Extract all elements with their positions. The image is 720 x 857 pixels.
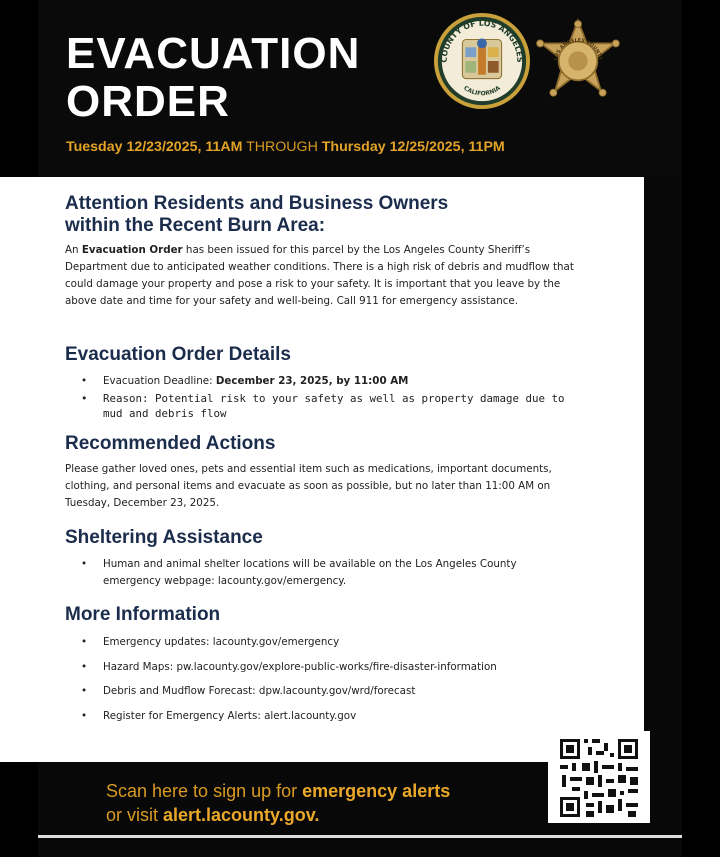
footer-line-2: or visit (106, 805, 164, 825)
list-item (65, 683, 575, 700)
badge-text: LOS ANGELES COUNTY (553, 38, 603, 61)
start-date: Tuesday 12/23/2025, 11AM (66, 139, 243, 155)
emergency-updates-link: Emergency updates: lacounty.gov/emergency (103, 636, 340, 648)
forecast-link: Debris and Mudflow Forecast: dpw.lacounty.gov/wrd/forecast (103, 685, 416, 697)
sheriff-badge-icon (534, 14, 622, 108)
attention-prefix: An (65, 244, 82, 256)
county-seal-icon (433, 12, 531, 110)
sheltering-heading: Sheltering Assistance (65, 527, 263, 548)
footer-text (106, 779, 450, 827)
title-line-1: EVACUATION (66, 29, 361, 78)
deadline-value: December 23, 2025, by 11:00 AM (215, 375, 409, 387)
qr-code-icon (548, 731, 650, 823)
bullet: • (81, 636, 88, 648)
recommended-text: Please gather loved ones, pets and essential item such as medications, important documents, clothing, and personal items and evacuate as soon as possible, but no later than 11:00 AM on Tuesday, December 23, 2025. (65, 463, 552, 509)
bullet: • (81, 685, 88, 697)
recommended-heading: Recommended Actions (65, 433, 276, 454)
list-item (65, 373, 575, 390)
list-item (65, 659, 575, 676)
attention-heading-line-1: Attention Residents and Business Owners (65, 193, 449, 214)
more-info-list (65, 634, 575, 725)
bullet: • (81, 392, 88, 405)
details-section (65, 344, 575, 421)
attention-paragraph (65, 242, 575, 310)
alerts-link: Register for Emergency Alerts: alert.lacounty.gov (103, 709, 357, 722)
order-date-range (66, 139, 505, 155)
footer-divider (38, 835, 682, 838)
details-list (65, 373, 575, 390)
footer-link: alert.lacounty.gov. (163, 805, 320, 825)
details-reason-list (65, 391, 575, 421)
title-line-2: ORDER (66, 77, 230, 126)
reason-text: Reason: Potential risk to your safety as well as property damage due to mud and debris flow (103, 392, 565, 420)
list-item (65, 708, 575, 725)
attention-body: has been issued for this parcel by the Los Angeles County Sheriff’s Department due to anticipated weather conditions. There is a high risk of debris and mudflow that could damage your property and pose a risk to your safety. It is important that you leave by the above date and time for your safety and well-being. Call 911 for emergency assistance. (65, 244, 574, 307)
seal-bottom-text: CALIFORNIA (462, 85, 502, 98)
through-text: THROUGH (242, 139, 322, 155)
list-item (65, 556, 575, 590)
qr-code-panel[interactable] (548, 731, 650, 823)
evacuation-order-term: Evacuation Order (81, 244, 183, 256)
deadline-label: Evacuation Deadline: (103, 375, 216, 387)
attention-heading (65, 193, 575, 237)
seal-top-text: COUNTY OF LOS ANGELES (439, 18, 525, 63)
list-item (65, 634, 575, 651)
more-info-section (65, 604, 575, 732)
details-heading: Evacuation Order Details (65, 344, 291, 365)
bullet: • (81, 709, 88, 722)
list-item (65, 391, 575, 421)
attention-heading-line-2: within the Recent Burn Area: (65, 215, 326, 236)
bullet: • (81, 660, 88, 673)
page-title (66, 30, 360, 126)
attention-section (65, 193, 575, 310)
hazard-maps-link: Hazard Maps: pw.lacounty.gov/explore-public-works/fire-disaster-information (103, 660, 497, 673)
footer-emphasis-1: emergency alerts (302, 781, 451, 801)
more-info-heading: More Information (65, 604, 221, 625)
sheltering-text: Human and animal shelter locations will be available on the Los Angeles County emergency webpage: lacounty.gov/emergency. (103, 558, 517, 587)
footer-line-1: Scan here to sign up for (106, 781, 303, 801)
bullet: • (81, 375, 88, 387)
recommended-section (65, 433, 575, 512)
bullet: • (81, 558, 88, 570)
sheltering-section (65, 527, 575, 590)
end-date: Thursday 12/25/2025, 11PM (321, 139, 505, 155)
sheltering-list (65, 556, 575, 590)
